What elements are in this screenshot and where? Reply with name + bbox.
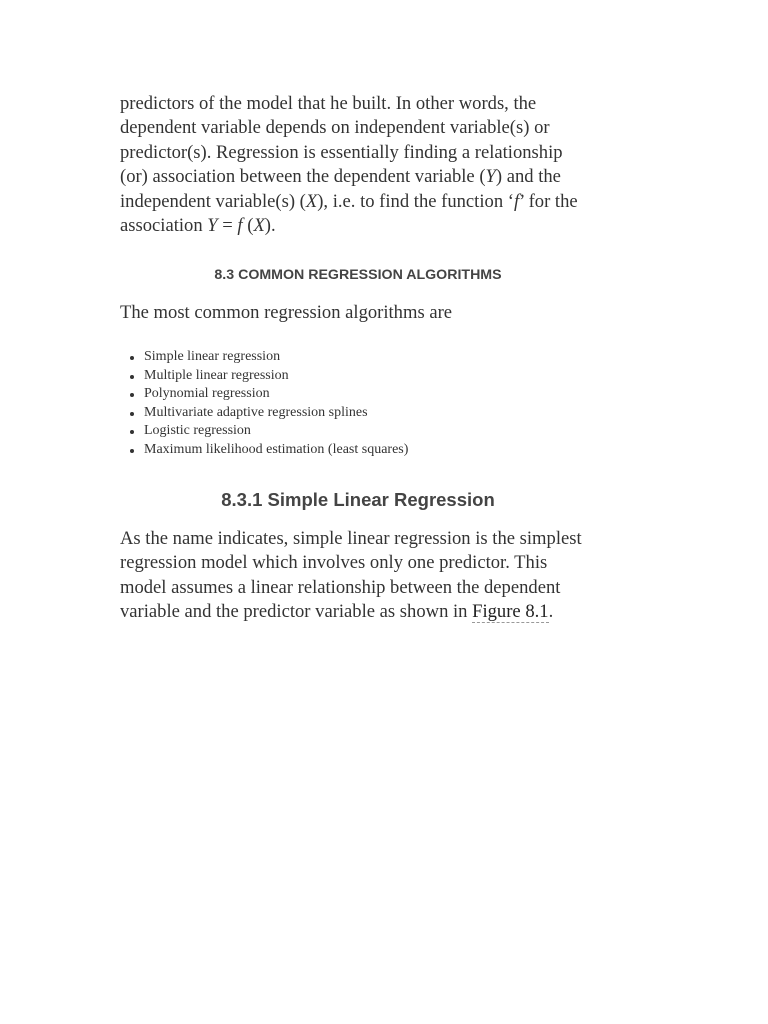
- text-segment: =: [217, 215, 238, 237]
- list-item: Maximum likelihood estimation (least squares): [144, 441, 408, 460]
- text-segment: ) and the: [495, 166, 561, 188]
- list-item: Multiple linear regression: [144, 367, 408, 386]
- list-item: Simple linear regression: [144, 348, 408, 367]
- function-f: f: [513, 190, 520, 212]
- text-line: [120, 600, 600, 624]
- text-segment: association: [120, 215, 208, 237]
- function-f: f: [237, 215, 243, 237]
- figure-link[interactable]: Figure 8.1: [472, 601, 549, 623]
- list-item: Polynomial regression: [144, 385, 408, 404]
- text-segment: ).: [264, 215, 276, 237]
- text-line: [120, 214, 600, 238]
- text-line: predictors of the model that he built. In other words, the: [120, 93, 537, 114]
- paragraph-regression-definition: [120, 92, 600, 238]
- subsection-heading: 8.3.1 Simple Linear Regression: [221, 489, 495, 510]
- algorithm-list: [120, 348, 408, 460]
- text-line: predictor(s). Regression is essentially finding a relationship: [120, 141, 563, 163]
- text-line: model assumes a linear relationship between the dependent: [120, 576, 561, 598]
- list-item: Multivariate adaptive regression splines: [144, 404, 408, 423]
- text-segment: variable and the predictor variable as shown in: [120, 601, 473, 623]
- text-segment: ), i.e. to find the function ‘: [317, 190, 514, 212]
- variable-y: Y: [207, 215, 218, 237]
- paragraph-simple-linear-regression: [120, 527, 600, 625]
- text-line: [120, 165, 600, 189]
- text-line: dependent variable depends on independent variable(s) or: [120, 117, 550, 139]
- text-segment: ’ for the: [519, 190, 578, 212]
- intro-text: The most common regression algorithms are: [120, 302, 453, 323]
- text-segment: .: [548, 601, 554, 623]
- text-segment: (or) association between the dependent variable (: [120, 166, 486, 188]
- variable-x: X: [305, 190, 318, 212]
- list-item: Logistic regression: [144, 422, 408, 441]
- text-segment: independent variable(s) (: [120, 190, 306, 212]
- variable-y: Y: [485, 166, 496, 188]
- text-line: As the name indicates, simple linear regression is the simplest: [120, 528, 582, 549]
- variable-x: X: [253, 215, 265, 237]
- section-heading: 8.3 COMMON REGRESSION ALGORITHMS: [214, 267, 502, 283]
- text-line: regression model which involves only one predictor. This: [120, 552, 548, 574]
- text-line: [120, 190, 600, 214]
- text-segment: (: [242, 215, 254, 237]
